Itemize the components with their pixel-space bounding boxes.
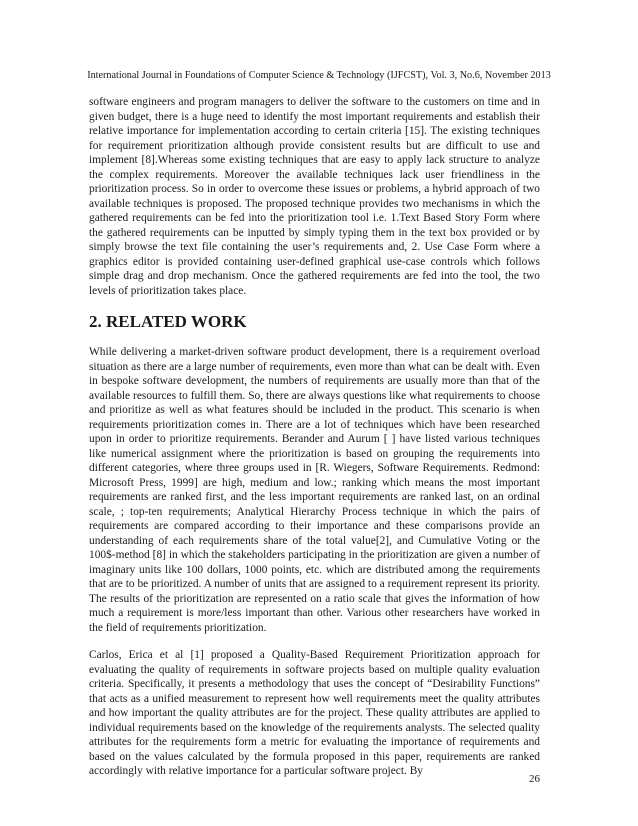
intro-paragraph: software engineers and program managers to deliver the software to the customers on time and in given budget, there is a huge need to identify the most important requirements and establish their relative importance for implementation according to certain criteria [15]. The existing techniques for requirement prioritization although provide consistent results but are difficult to use and implement [8].Whereas some existing techniques that are easy to apply lack structure to analyze the complex requirements. Moreover the available techniques lack user friendliness in the prioritization process. So in order to overcome these issues or problems, a hybrid approach of two available techniques is proposed. The proposed technique provides two mechanisms in which the gathered requirements can be fed into the prioritization tool i.e. 1.Text Based Story Form where the gathered requirements can be inputted by simply typing them in the text box provided or by simply browse the text file containing the user’s requirements and, 2. Use Case Form where a graphics editor is provided containing user-defined graphical use-case controls which follows simple drag and drop mechanism. Once the gathered requirements are fed into the tool, the two levels of prioritization takes place. <box>89 96 540 297</box>
running-header: International Journal in Foundations of Computer Science & Technology (IJFCST), Vol. 3, No.6, November 2013 <box>87 70 551 81</box>
related-work-paragraph-1: While delivering a market-driven software product development, there is a requirement overload situation as there are a large number of requirements, even more than what can be dealt with. Even in bespoke software development, the numbers of requirements are usually more than that of the available resources to fulfill them. So, there are always questions like what requirements to choose and prioritize as well as what features should be included in the product. This scenario is when requirements prioritization comes in. There are a lot of techniques which have been researched upon in order to prioritize requirements. Berander and Aurum [ ] have listed various techniques like numerical assignment where the prioritization is based on grouping the requirements into different categories, where three groups used in [R. Wiegers, Software Requirements. Redmond: Microsoft Press, 1999] are high, medium and low.; ranking which means the most important requirements are ranked first, and the less important requirements are ranked last, on an ordinal scale, ; top-ten requirements; Analytical Hierarchy Process technique in which the pairs of requirements are compared according to their importance and these comparisons provide an understanding of each requirements share of the total value[2], and Cumulative Voting or the 100$-method [8] in which the stakeholders participating in the prioritization are given a number of imaginary units like 100 dollars, 1000 points, etc. which are distributed among the requirements that are to be prioritized. A number of units that are assigned to a requirement represent its priority. The results of the prioritization are represented on a ratio scale that gives the information of how much a requirement is more/less important than other. Various other researchers have worked in the field of requirements prioritization. <box>89 346 540 634</box>
page-body <box>89 95 540 779</box>
related-work-paragraph-2: Carlos, Erica et al [1] proposed a Quality-Based Requirement Prioritization approach for evaluating the quality of requirements in software projects based on multiple quality evaluation criteria. Specifically, it presents a methodology that uses the concept of “Desirability Functions” that acts as a unified measurement to represent how well requirements meet the quality attributes and how important the quality attributes are for the project. These quality attributes are applied to individual requirements based on the knowledge of the requirements analysts. The selected quality attributes for the requirements form a metric for evaluating the importance of requirements and based on the values calculated by the formula proposed in this paper, requirements are ranked accordingly with relative importance for a particular software project. By <box>89 649 540 777</box>
page-number: 26 <box>529 773 540 785</box>
section-heading-related-work: 2. RELATED WORK <box>89 312 247 331</box>
